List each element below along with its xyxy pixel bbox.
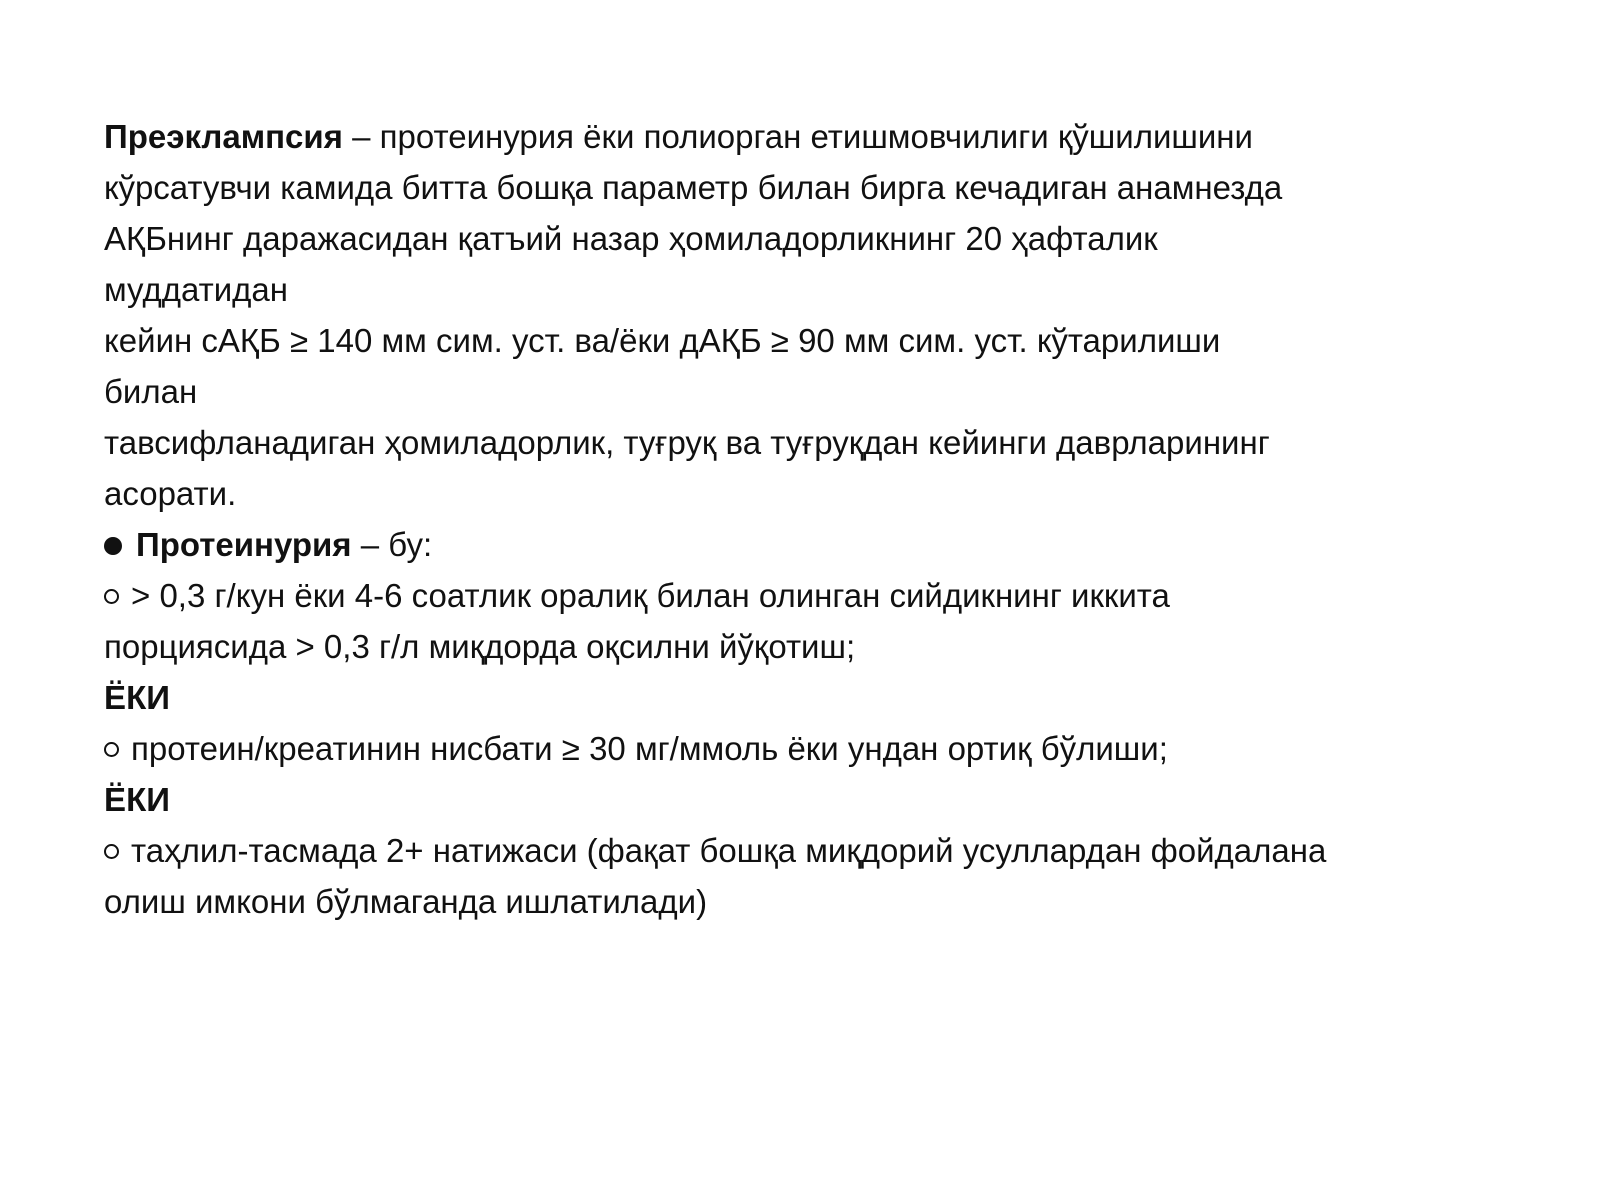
or-separator-1: ЁКИ [104, 679, 170, 716]
hollow-bullet-icon [104, 589, 119, 604]
criterion-3-line-1 [104, 825, 1574, 876]
filled-bullet-icon [104, 537, 122, 555]
criterion-1-line-1 [104, 570, 1574, 621]
criterion-1-line-2: порциясида > 0,3 г/л миқдорда оқсилни йўқотиш; [104, 628, 856, 665]
hollow-bullet-icon [104, 844, 119, 859]
criterion-2-text: протеин/креатинин нисбати ≥ 30 мг/ммоль ёки ундан ортиқ бўлиши; [131, 730, 1168, 767]
proteinuria-heading [104, 519, 1574, 570]
hollow-bullet-icon [104, 742, 119, 757]
definition-line-2: кўрсатувчи камида битта бошқа параметр билан бирга кечадиган анамнезда [104, 169, 1283, 206]
criterion-3-line-2: олиш имкони бўлмаганда ишлатилади) [104, 883, 708, 920]
proteinuria-term: Протеинурия [136, 526, 352, 563]
definition-line-1 [104, 111, 1574, 162]
definition-line-4: муддатидан [104, 271, 288, 308]
criterion-1-text-1: > 0,3 г/кун ёки 4-6 соатлик оралиқ билан олинган сийдикнинг иккита [131, 577, 1170, 614]
definition-line-5: кейин сАҚБ ≥ 140 мм сим. уст. ва/ёки дАҚБ ≥ 90 мм сим. уст. кўтарилиши [104, 322, 1221, 359]
definition-line-8: асорати. [104, 475, 237, 512]
proteinuria-intro: – бу: [351, 526, 433, 563]
definition-line-6: билан [104, 373, 198, 410]
definition-text-1: – протеинурия ёки полиорган етишмовчилиги қўшилишини [342, 118, 1253, 155]
slide-text-body [104, 111, 1574, 927]
definition-line-7: тавсифланадиган ҳомиладорлик, туғруқ ва туғруқдан кейинги даврларининг [104, 424, 1270, 461]
definition-line-3: АҚБнинг даражасидан қатъий назар ҳомиладорликнинг 20 ҳафталик [104, 220, 1158, 257]
or-separator-2: ЁКИ [104, 781, 170, 818]
criterion-3-text-1: таҳлил-тасмада 2+ натижаси (фақат бошқа миқдорий усуллардан фойдалана [131, 832, 1327, 869]
criterion-2-line [104, 723, 1574, 774]
preeclampsia-term: Преэклампсия [104, 118, 343, 155]
